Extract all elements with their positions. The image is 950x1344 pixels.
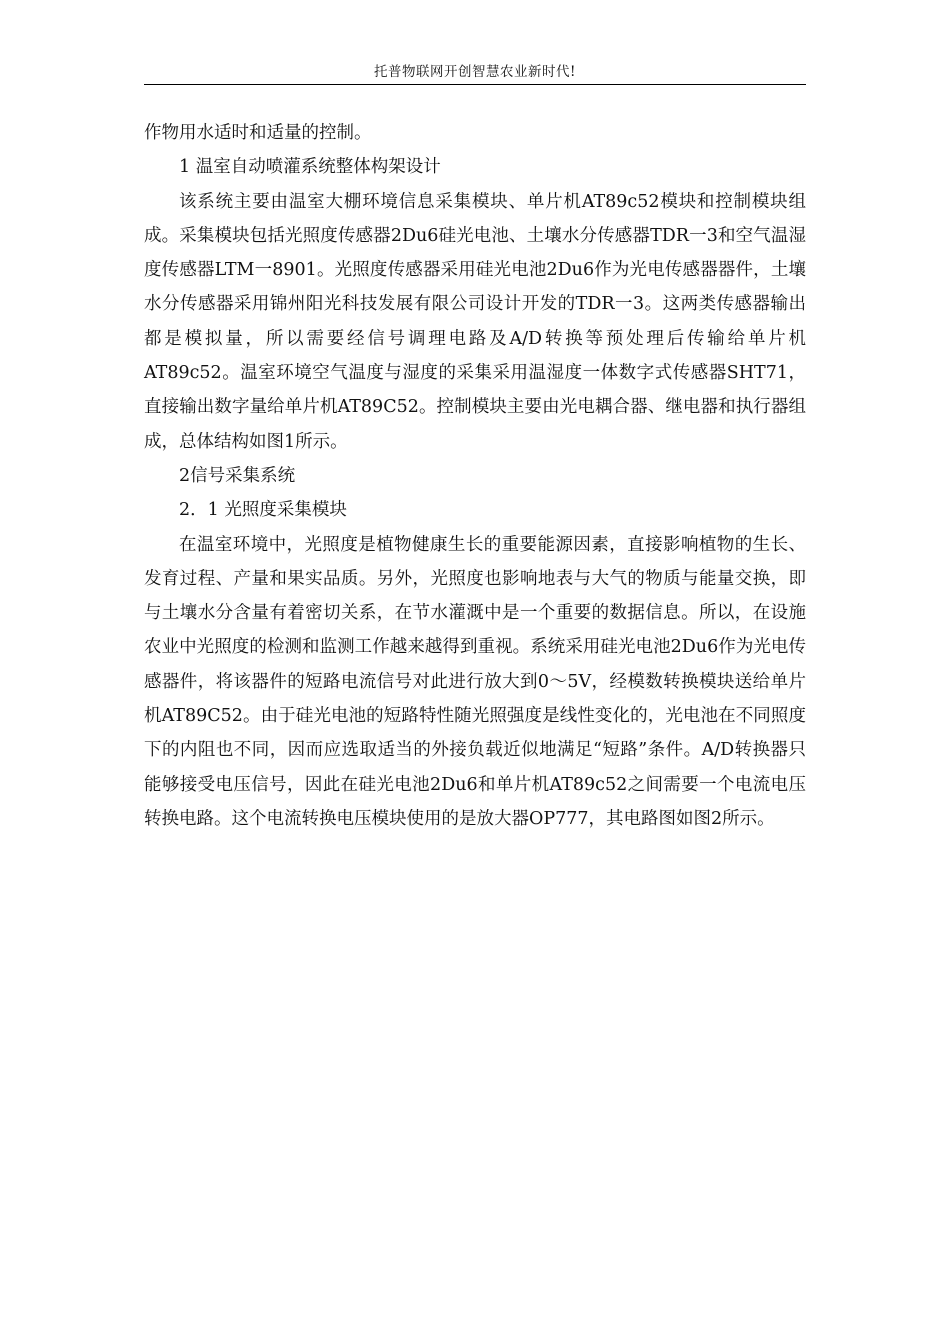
section-heading-1: 1 温室自动喷灌系统整体构架设计 [179,157,441,178]
paragraph-system-architecture: 该系统主要由温室大棚环境信息采集模块、单片机AT89c52模块和控制模块组成。采集模块包括光照度传感器2Du6硅光电池、土壤水分传感器TDR一3和空气温湿度传感器LTM一8901。光照度传感器采用硅光电池2Du6作为光电传感器器件，土壤水分传感器采用锦州阳光科技发展有限公司设计开发的TDR一3。这两类传感器输出都是模拟量，所以需要经信号调理电路及A/D转换等预处理后传输给单片机AT89c52。温室环境空气温度与湿度的采集采用温湿度一体数字式传感器SHT71，直接输出数字量给单片机AT89C52。控制模块主要由光电耦合器、继电器和执行器组成，总体结构如图1所示。 [144,191,806,452]
header-title: 托普物联网开创智慧农业新时代! [374,64,576,80]
paragraph-continuation: 作物用水适时和适量的控制。 [144,123,372,143]
page-header [144,62,806,85]
paragraph-light-sensor: 在温室环境中，光照度是植物健康生长的重要能源因素，直接影响植物的生长、发育过程、产量和果实品质。另外，光照度也影响地表与大气的物质与能量交换，即与土壤水分含量有着密切关系，在节水灌溉中是一个重要的数据信息。所以，在设施农业中光照度的检测和监测工作越来越得到重视。系统采用硅光电池2Du6作为光电传感器件，将该器件的短路电流信号对此进行放大到0～5V，经模数转换模块送给单片机AT89C52。由于硅光电池的短路特性随光照强度是线性变化的，光电池在不同照度下的内阻也不同，因而应选取适当的外接负载近似地满足“短路”条件。A/D转换器只能够接受电压信号，因此在硅光电池2Du6和单片机AT89c52之间需要一个电流电压转换电路。这个电流转换电压模块使用的是放大器OP777，其电路图如图2所示。 [144,534,806,829]
document-body [144,116,806,836]
subsection-heading-2-1: 2．1 光照度采集模块 [179,500,347,521]
section-heading-2: 2信号采集系统 [179,465,296,486]
